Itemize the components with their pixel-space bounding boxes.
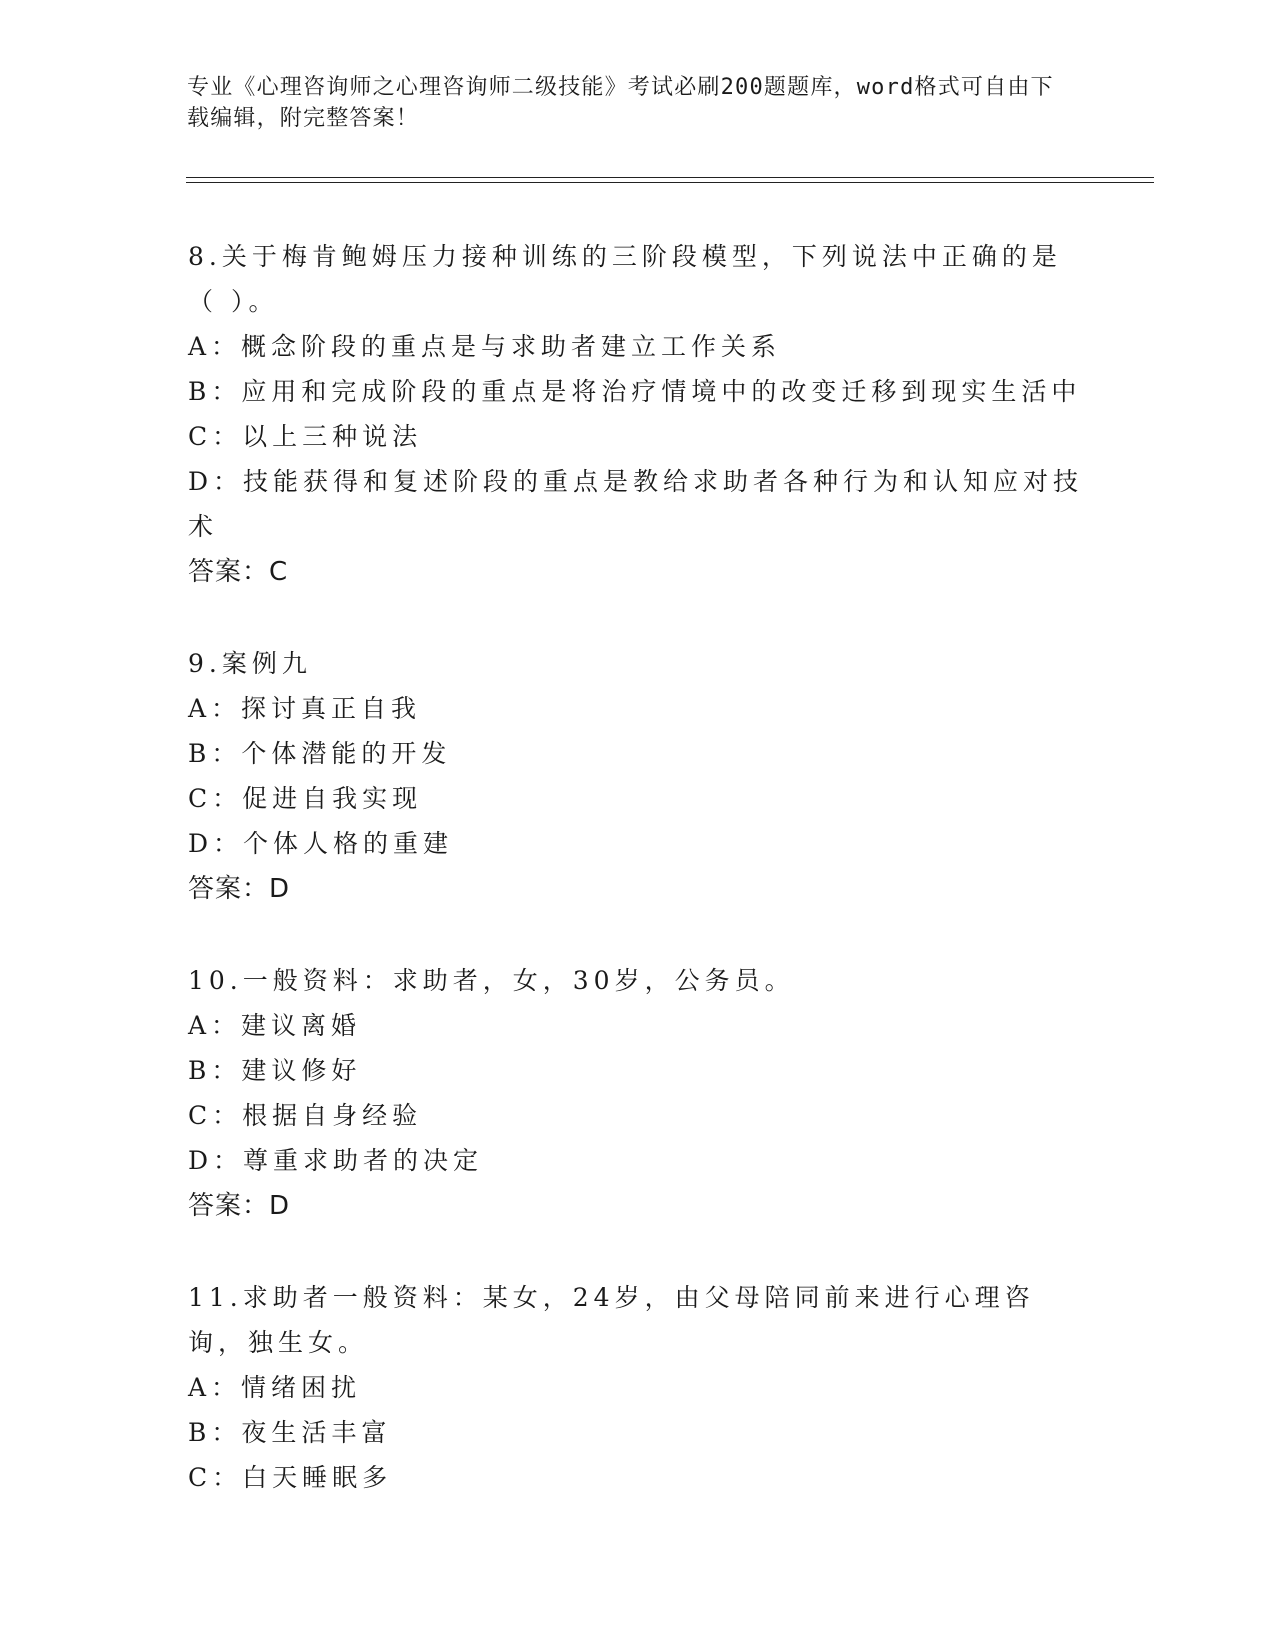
question-stem: 8.关于梅肯鲍姆压力接种训练的三阶段模型，下列说法中正确的是（ ）。 [188, 242, 1062, 316]
option-d: D：尊重求助者的决定 [188, 1146, 484, 1175]
header-divider-bottom [186, 182, 1154, 183]
answer-line: 答案：D [188, 1191, 291, 1221]
answer-line: 答案：C [188, 557, 289, 587]
option-b: B：个体潜能的开发 [188, 739, 452, 768]
question-11 [188, 1275, 1088, 1500]
document-header: 专业《心理咨询师之心理咨询师二级技能》考试必刷200题题库，word格式可自由下载编辑，附完整答案！ [187, 75, 1054, 131]
option-c: C：以上三种说法 [188, 422, 423, 451]
question-list [188, 234, 1088, 1546]
option-c: C：白天睡眠多 [188, 1463, 393, 1492]
option-c: C：促进自我实现 [188, 784, 423, 813]
option-d: D：技能获得和复述阶段的重点是教给求助者各种行为和认知应对技术 [188, 467, 1084, 541]
option-b: B：应用和完成阶段的重点是将治疗情境中的改变迁移到现实生活中 [188, 377, 1082, 406]
option-c: C：根据自身经验 [188, 1101, 423, 1130]
option-a: A：探讨真正自我 [188, 694, 422, 723]
option-b: B：夜生活丰富 [188, 1418, 392, 1447]
question-stem: 9.案例九 [188, 649, 312, 678]
question-stem: 11.求助者一般资料：某女，24岁，由父母陪同前来进行心理咨询，独生女。 [188, 1283, 1035, 1357]
question-stem: 10.一般资料：求助者，女，30岁，公务员。 [188, 966, 795, 995]
answer-line: 答案：D [188, 874, 291, 904]
option-a: A：概念阶段的重点是与求助者建立工作关系 [188, 332, 782, 361]
option-d: D：个体人格的重建 [188, 829, 454, 858]
question-10 [188, 958, 1088, 1229]
option-a: A：情绪困扰 [188, 1373, 362, 1402]
question-8 [188, 234, 1088, 595]
option-a: A：建议离婚 [188, 1011, 362, 1040]
header-divider-top [186, 177, 1154, 178]
option-b: B：建议修好 [188, 1056, 362, 1085]
question-9 [188, 641, 1088, 912]
